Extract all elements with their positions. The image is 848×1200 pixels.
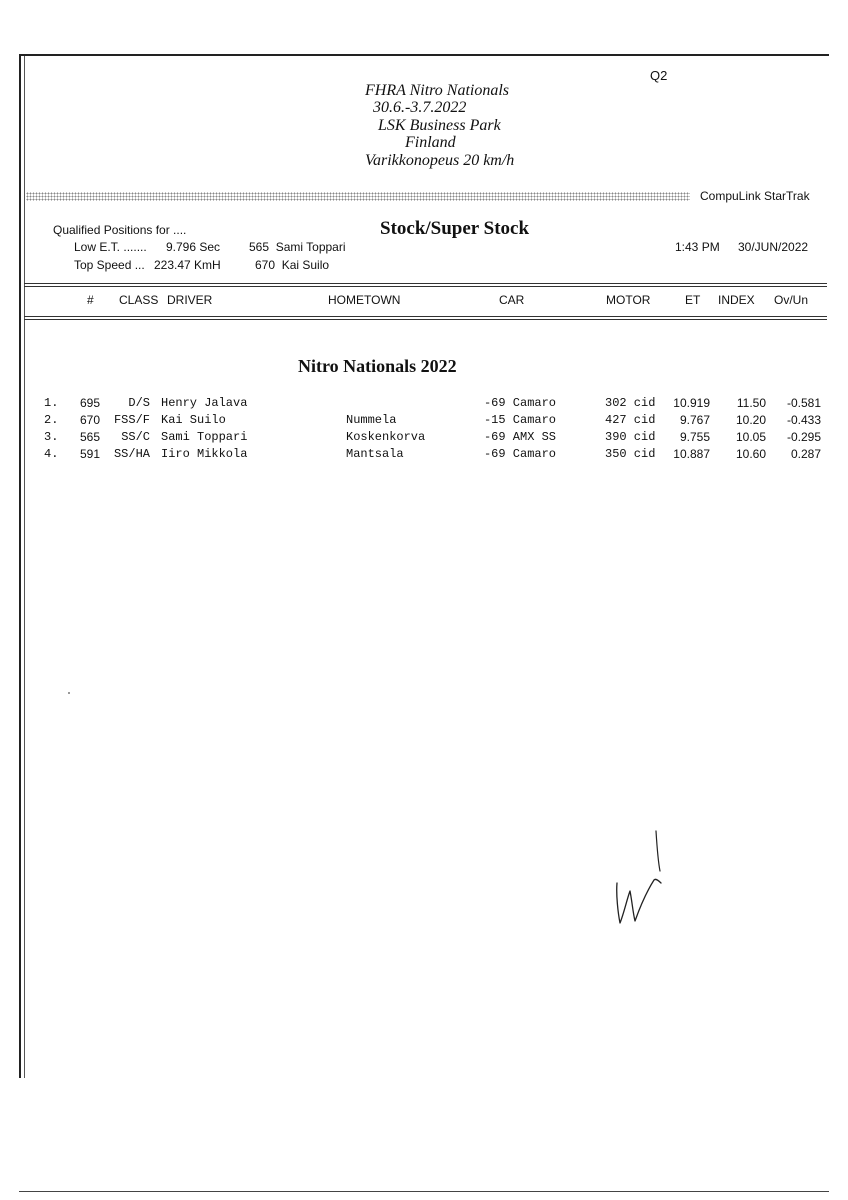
- row-number: 695: [80, 396, 101, 410]
- top-speed-label: Top Speed ...: [74, 258, 145, 272]
- page-border-left-inner: [24, 54, 25, 1078]
- table-row: [0, 430, 848, 447]
- header-rule-top: [24, 283, 827, 284]
- row-index: 10.05: [735, 430, 766, 444]
- report-time: 1:43 PM: [675, 240, 720, 254]
- top-speed-value: 223.47 KmH: [154, 258, 221, 272]
- low-et-value: 9.796 Sec: [166, 240, 221, 254]
- row-driver: Sami Toppari: [161, 430, 248, 444]
- stray-mark: [68, 692, 70, 694]
- row-ovun: 0.287: [790, 447, 821, 461]
- row-position: 1.: [44, 396, 59, 410]
- page-border-top: [19, 54, 829, 56]
- page-border-left: [19, 54, 21, 1078]
- row-class: SS/C: [121, 430, 150, 444]
- row-hometown: Nummela: [346, 413, 397, 427]
- report-date: 30/JUN/2022: [738, 240, 809, 254]
- event-header-line-5: Varikkonopeus 20 km/h: [365, 152, 515, 169]
- table-row: [0, 413, 848, 430]
- row-class: D/S: [128, 396, 150, 410]
- event-header-line-2: 30.6.-3.7.2022: [373, 99, 467, 116]
- row-car: -69 AMX SS: [483, 430, 556, 444]
- signature: [600, 825, 680, 935]
- row-index: 10.20: [735, 413, 766, 427]
- row-motor: 302 cid: [605, 396, 656, 410]
- row-position: 2.: [44, 413, 59, 427]
- row-driver: Henry Jalava: [161, 396, 248, 410]
- row-et: 9.767: [679, 413, 710, 427]
- row-motor: 390 cid: [605, 430, 656, 444]
- row-number: 591: [80, 447, 101, 461]
- class-title: Stock/Super Stock: [380, 218, 530, 239]
- row-class: SS/HA: [113, 447, 150, 461]
- column-header-num: #: [87, 293, 94, 307]
- row-et: 10.887: [673, 447, 710, 461]
- row-driver: Kai Suilo: [161, 413, 226, 427]
- row-car: -15 Camaro: [483, 413, 556, 427]
- row-car: -69 Camaro: [483, 396, 556, 410]
- row-car: -69 Camaro: [483, 447, 556, 461]
- session-label: Q2: [650, 68, 668, 83]
- table-row: [0, 447, 848, 464]
- column-header-driver: DRIVER: [167, 293, 213, 307]
- header-rule-bottom-2: [24, 319, 827, 320]
- row-class: FSS/F: [113, 413, 150, 427]
- event-header-line-3: LSK Business Park: [378, 117, 501, 134]
- row-ovun: -0.581: [786, 396, 821, 410]
- table-row: [0, 396, 848, 413]
- row-ovun: -0.433: [786, 413, 821, 427]
- row-position: 4.: [44, 447, 59, 461]
- row-number: 565: [80, 430, 101, 444]
- event-header-line-1: FHRA Nitro Nationals: [365, 82, 510, 99]
- row-hometown: Koskenkorva: [346, 430, 426, 444]
- row-position: 3.: [44, 430, 59, 444]
- header-rule-top-2: [24, 286, 827, 287]
- row-ovun: -0.295: [786, 430, 821, 444]
- row-motor: 350 cid: [605, 447, 656, 461]
- column-header-et: ET: [685, 293, 701, 307]
- column-header-index: INDEX: [718, 293, 755, 307]
- software-label: CompuLink StarTrak: [700, 189, 810, 203]
- row-et: 9.755: [679, 430, 710, 444]
- event-header-line-4: Finland: [405, 134, 456, 151]
- row-driver: Iiro Mikkola: [161, 447, 248, 461]
- column-header-ovun: Ov/Un: [774, 293, 809, 307]
- event-title: Nitro Nationals 2022: [298, 356, 457, 376]
- row-index: 11.50: [736, 396, 766, 410]
- row-motor: 427 cid: [605, 413, 656, 427]
- header-rule-bottom: [24, 316, 827, 317]
- row-et: 10.919: [673, 396, 710, 410]
- low-et-label: Low E.T. .......: [74, 240, 147, 254]
- column-header-hometown: HOMETOWN: [328, 293, 401, 307]
- row-index: 10.60: [735, 447, 766, 461]
- qualified-heading: Qualified Positions for ....: [53, 223, 187, 237]
- row-hometown: Mantsala: [346, 447, 404, 461]
- page-border-bottom: [19, 1191, 829, 1192]
- top-speed-car: 670 Kai Suilo: [255, 258, 330, 272]
- row-number: 670: [80, 413, 101, 427]
- column-header-car: CAR: [499, 293, 525, 307]
- column-header-motor: MOTOR: [606, 293, 651, 307]
- column-header-class: CLASS: [119, 293, 159, 307]
- dotted-separator: [26, 192, 690, 201]
- low-et-car: 565 Sami Toppari: [249, 240, 346, 254]
